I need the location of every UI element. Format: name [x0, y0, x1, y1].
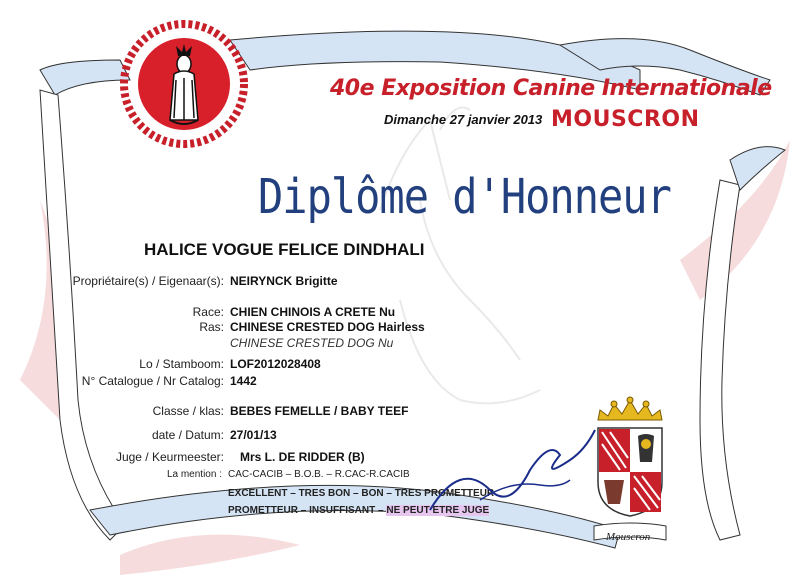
lo-label: Lo / Stamboom:: [139, 357, 224, 371]
mention-highlight: NE PEUT ETRE JUGE: [386, 505, 490, 516]
judge-value: Mrs L. DE RIDDER (B): [240, 450, 365, 464]
catalogue-value: 1442: [230, 374, 257, 388]
pink-swoosh-bottom: [120, 535, 300, 575]
mention-line-2: EXCELLENT – TRES BON – BON – TRES PROMETTEUR: [228, 488, 495, 499]
ribbon-top-left: [40, 60, 130, 95]
date-value: 27/01/13: [230, 428, 277, 442]
ras-extra-value: CHINESE CRESTED DOG Nu: [230, 336, 394, 350]
mention-line-1: CAC-CACIB – B.O.B. – R.CAC-R.CACIB: [228, 469, 410, 480]
exhibition-city: MOUSCRON: [551, 107, 700, 132]
owner-value: NEIRYNCK Brigitte: [230, 274, 338, 288]
diploma-title: Diplôme d'Honneur: [258, 168, 671, 225]
classe-value: BEBES FEMELLE / BABY TEEF: [230, 404, 409, 418]
exhibition-date: Dimanche 27 janvier 2013: [384, 112, 543, 127]
judge-signature: [420, 420, 600, 520]
mouscron-crest: [590, 392, 670, 552]
crest-label: Mouscron: [606, 531, 651, 543]
exhibition-title: 40e Exposition Canine Internationale: [330, 76, 772, 101]
dog-name: HALICE VOGUE FELICE DINDHALI: [144, 240, 425, 259]
owner-label: Propriétaire(s) / Eigenaar(s):: [72, 274, 224, 288]
ras-value: CHINESE CRESTED DOG Hairless: [230, 320, 425, 334]
crown-icon: [598, 397, 662, 420]
ras-label: Ras:: [199, 320, 224, 334]
classe-label: Classe / klas:: [152, 404, 224, 418]
judge-label: Juge / Keurmeester:: [115, 450, 224, 464]
date-label: date / Datum:: [151, 428, 224, 442]
club-seal-logo: [120, 20, 248, 148]
lo-value: LOF2012028408: [230, 357, 321, 371]
mention-label: La mention :: [166, 469, 222, 480]
race-value: CHIEN CHINOIS A CRETE Nu: [230, 305, 396, 319]
race-label: Race:: [192, 305, 224, 319]
mention-line-3-part: PROMETTEUR – INSUFFISANT –: [228, 505, 384, 516]
catalogue-label: N° Catalogue / Nr Catalog:: [81, 374, 224, 388]
